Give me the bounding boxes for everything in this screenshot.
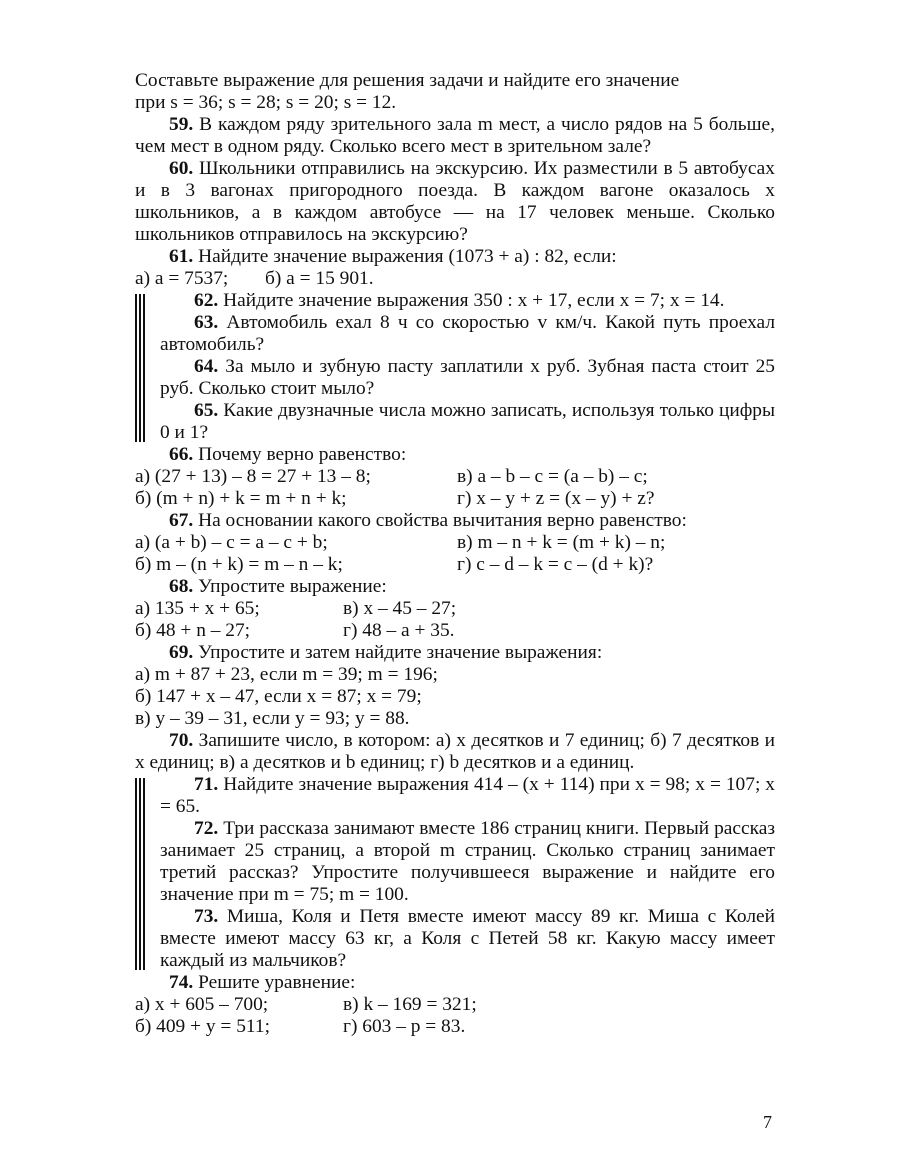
problem-number: 68. [169, 576, 194, 597]
problem-number: 67. [169, 510, 194, 531]
problem-59 [135, 114, 775, 158]
problem-number: 65. [194, 400, 219, 421]
margin-bar [135, 294, 145, 442]
problem-68-row-1 [135, 598, 775, 620]
problem-68 [135, 576, 775, 598]
page-number: 7 [763, 1112, 772, 1132]
option-a: а) (a + b) – c = a – c + b; [135, 532, 328, 553]
problem-63 [160, 312, 775, 356]
problem-text: Упростите и затем найдите значение выражения: [193, 642, 603, 663]
intro-line-2: при s = 36; s = 28; s = 20; s = 12. [135, 92, 397, 113]
problem-number: 64. [194, 356, 219, 377]
problem-text: Автомобиль ехал 8 ч со скоростью v км/ч. Какой путь проехал автомобиль? [160, 312, 775, 355]
problem-64 [160, 356, 775, 400]
option-a: а) 135 + x + 65; [135, 598, 260, 619]
problem-number: 63. [194, 312, 219, 333]
problem-number: 69. [169, 642, 194, 663]
problem-71 [160, 774, 775, 818]
problem-66-row-1 [135, 466, 775, 488]
option-v: в) a – b – c = (a – b) – c; [457, 466, 648, 487]
problem-text: Упростите выражение: [193, 576, 387, 597]
problem-number: 71. [194, 774, 219, 795]
problem-text: За мыло и зубную пасту заплатили x руб. Зубная паста стоит 25 руб. Сколько стоит мыло? [160, 356, 775, 399]
problem-number: 62. [194, 290, 219, 311]
option-g: г) 48 – a + 35. [343, 620, 455, 641]
problem-67-row-2 [135, 554, 775, 576]
option-b: б) (m + n) + k = m + n + k; [135, 488, 347, 509]
problem-67 [135, 510, 775, 532]
option-a: а) (27 + 13) – 8 = 27 + 13 – 8; [135, 466, 371, 487]
problem-number: 60. [169, 158, 194, 179]
problem-number: 59. [169, 114, 194, 135]
highlight-block-62-65 [135, 290, 775, 444]
problem-number: 66. [169, 444, 194, 465]
problem-66 [135, 444, 775, 466]
problem-text: Почему верно равенство: [193, 444, 407, 465]
margin-bar [135, 778, 145, 970]
option-b: б) a = 15 901. [265, 268, 374, 289]
problem-73 [160, 906, 775, 972]
problem-text: Три рассказа занимают вместе 186 страниц книги. Первый рассказ занимает 25 страниц, а второй m страниц. Сколько страниц занимает третий рассказ? Упростите получившееся выражение и найдите его значение при m = 75; m = 100. [160, 818, 775, 905]
problem-69-option-a: а) m + 87 + 23, если m = 39; m = 196; [135, 664, 438, 685]
option-v: в) x – 45 – 27; [343, 598, 457, 619]
problem-text: Решите уравнение: [193, 972, 356, 993]
option-b: б) 48 + n – 27; [135, 620, 251, 641]
option-a: а) a = 7537; [135, 268, 229, 289]
option-v: в) m – n + k = (m + k) – n; [457, 532, 666, 553]
option-g: г) x – y + z = (x – y) + z? [457, 488, 655, 509]
problem-text: Школьники отправились на экскурсию. Их разместили в 5 автобусах и в 3 вагонах пригородного поезда. В каждом вагоне оказалось x школьников, а в каждом автобусе — на 17 человек меньше. Сколько школьников отправилось на экскурсию? [135, 158, 775, 245]
problem-text: Миша, Коля и Петя вместе имеют массу 89 кг. Миша с Колей вместе имеют массу 63 кг, а Коля с Петей 58 кг. Какую массу имеет каждый из мальчиков? [160, 906, 775, 971]
problem-67-row-1 [135, 532, 775, 554]
problem-text: Найдите значение выражения (1073 + a) : 82, если: [193, 246, 617, 267]
problem-69-option-b: б) 147 + x – 47, если x = 87; x = 79; [135, 686, 422, 707]
problem-text: Найдите значение выражения 350 : x + 17, если x = 7; x = 14. [218, 290, 725, 311]
problem-61 [135, 246, 775, 268]
problem-number: 74. [169, 972, 194, 993]
problem-number: 73. [194, 906, 219, 927]
problem-70 [135, 730, 775, 774]
problem-61-options [135, 268, 775, 290]
problem-60 [135, 158, 775, 246]
problem-74 [135, 972, 775, 994]
option-v: в) k – 169 = 321; [343, 994, 477, 1015]
problem-number: 72. [194, 818, 219, 839]
option-b: б) 409 + y = 511; [135, 1016, 270, 1037]
problem-text: Какие двузначные числа можно записать, используя только цифры 0 и 1? [160, 400, 775, 443]
problem-72 [160, 818, 775, 906]
problem-65 [160, 400, 775, 444]
problem-74-row-2 [135, 1016, 775, 1038]
intro-line-1: Составьте выражение для решения задачи и найдите его значение [135, 70, 680, 91]
problem-number: 70. [169, 730, 194, 751]
problem-74-row-1 [135, 994, 775, 1016]
problem-text: Найдите значение выражения 414 – (x + 114) при x = 98; x = 107; x = 65. [160, 774, 775, 817]
problem-69-option-v: в) y – 39 – 31, если y = 93; y = 88. [135, 708, 410, 729]
option-g: г) c – d – k = c – (d + k)? [457, 554, 654, 575]
problem-69 [135, 642, 775, 664]
problem-number: 61. [169, 246, 194, 267]
option-a: а) x + 605 – 700; [135, 994, 269, 1015]
option-g: г) 603 – p = 83. [343, 1016, 466, 1037]
problem-text: В каждом ряду зрительного зала m мест, а число рядов на 5 больше, чем мест в одном ряду. Сколько всего мест в зрительном зале? [135, 114, 775, 157]
problem-68-row-2 [135, 620, 775, 642]
problem-text: На основании какого свойства вычитания верно равенство: [193, 510, 687, 531]
highlight-block-71-73 [135, 774, 775, 972]
textbook-page [135, 70, 775, 1038]
problem-text: Запишите число, в котором: а) x десятков и 7 единиц; б) 7 десятков и x единиц; в) a десятков и b единиц; г) b десятков и a единиц. [135, 730, 775, 773]
option-b: б) m – (n + k) = m – n – k; [135, 554, 343, 575]
problem-62 [160, 290, 775, 312]
problem-66-row-2 [135, 488, 775, 510]
